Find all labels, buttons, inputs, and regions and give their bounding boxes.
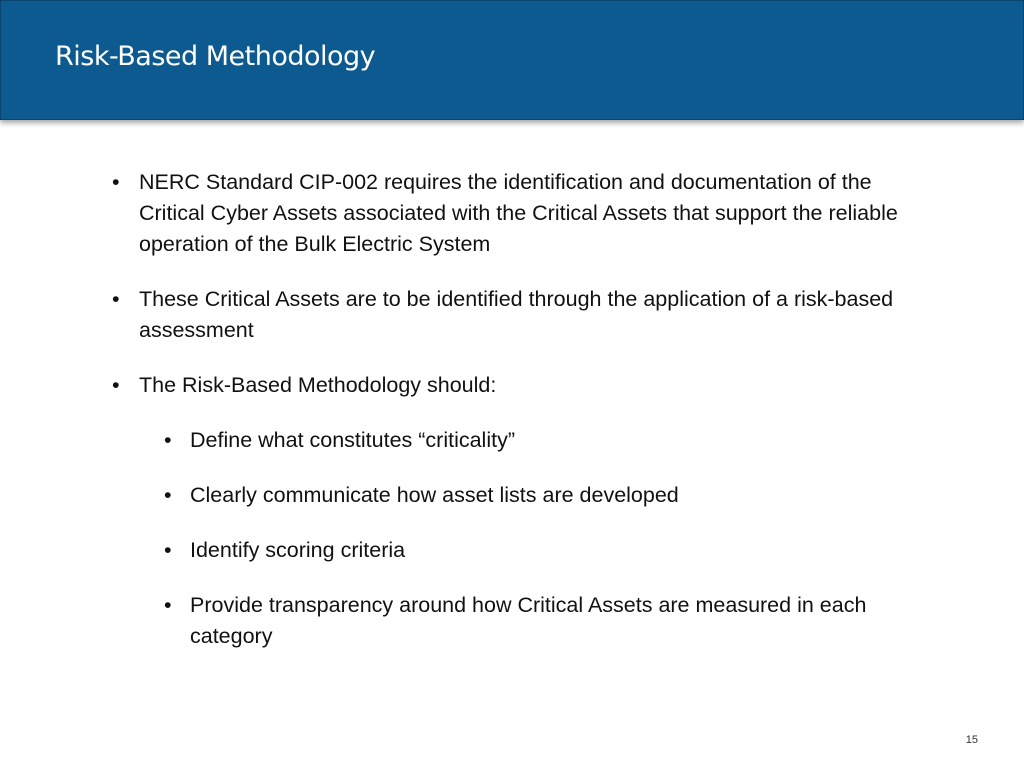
bullet-marker: • xyxy=(112,287,120,311)
bullet-text: NERC Standard CIP-002 requires the identification and documentation of the Critical Cyber Assets associated with the Critical Assets that support the reliable operation of the Bulk Electric System xyxy=(139,170,898,256)
bullet-marker: • xyxy=(164,483,172,507)
bullet-item xyxy=(112,284,922,346)
bullet-text: The Risk-Based Methodology should: xyxy=(139,373,497,397)
header-bar xyxy=(0,0,1024,120)
bullet-text: Define what constitutes “criticality” xyxy=(190,428,515,452)
page-number: 15 xyxy=(965,734,978,746)
bullet-text: Provide transparency around how Critical Assets are measured in each category xyxy=(190,593,867,648)
bullet-list xyxy=(112,167,922,676)
sub-bullet-item xyxy=(164,590,922,652)
bullet-item xyxy=(112,167,922,260)
bullet-marker: • xyxy=(112,373,120,397)
bullet-marker: • xyxy=(164,538,172,562)
sub-bullet-item xyxy=(164,480,922,511)
bullet-text: These Critical Assets are to be identified through the application of a risk-based assessment xyxy=(139,287,894,342)
bullet-text: Clearly communicate how asset lists are developed xyxy=(190,483,679,507)
bullet-item xyxy=(112,370,922,401)
bullet-text: Identify scoring criteria xyxy=(190,538,406,562)
sub-bullet-item xyxy=(164,425,922,456)
bullet-marker: • xyxy=(164,593,172,617)
sub-bullet-item xyxy=(164,535,922,566)
slide-title: Risk-Based Methodology xyxy=(55,41,376,72)
bullet-marker: • xyxy=(164,428,172,452)
bullet-marker: • xyxy=(112,170,120,194)
